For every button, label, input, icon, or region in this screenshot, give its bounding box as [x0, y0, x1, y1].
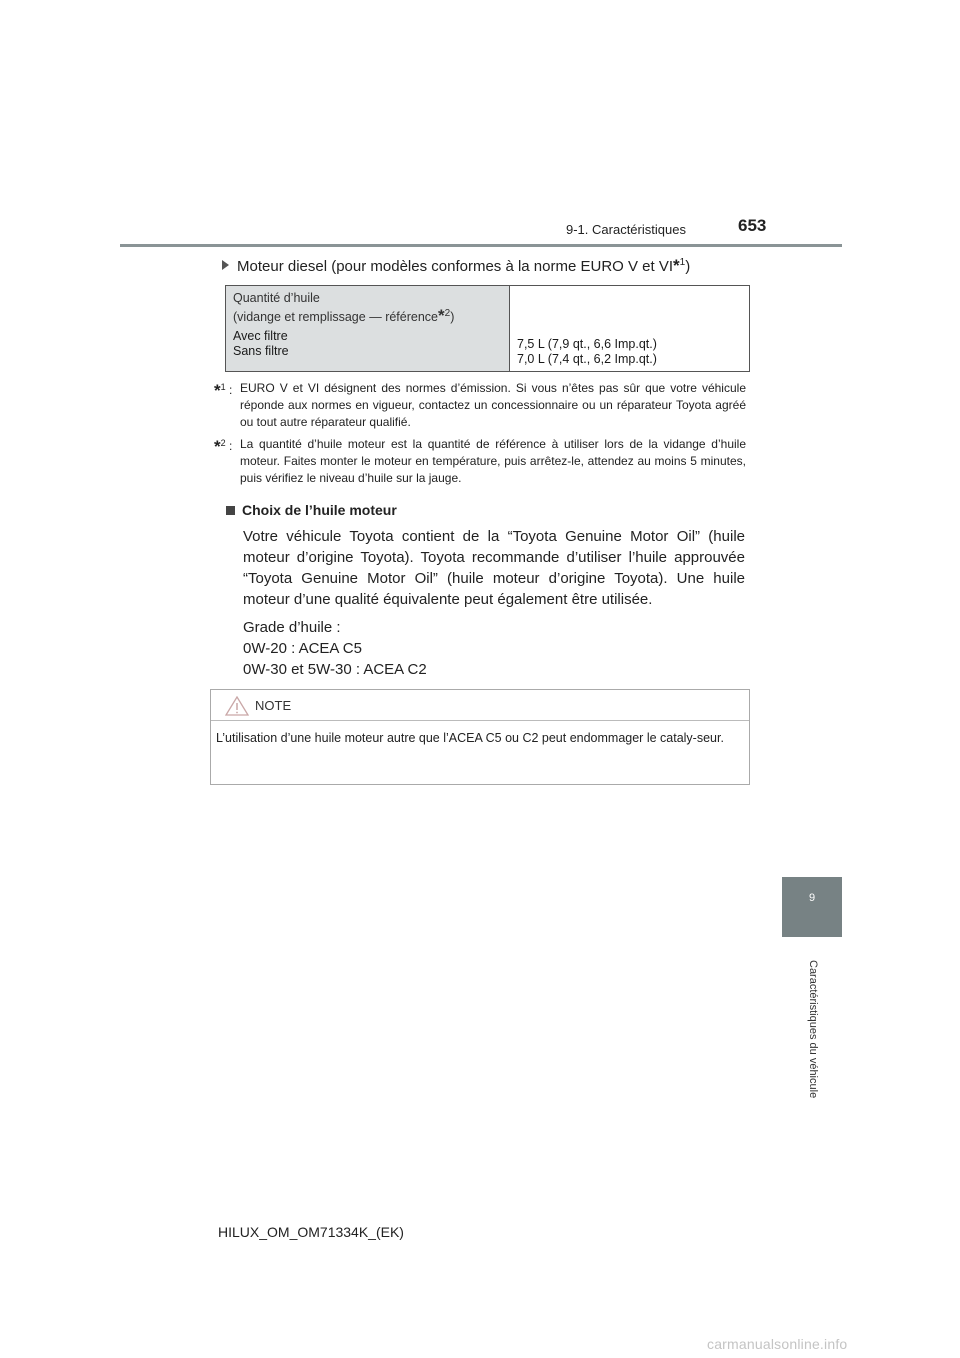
running-header-section: 9-1. Caractéristiques: [566, 222, 686, 237]
triangle-bullet-icon: [222, 260, 229, 270]
section-title-text: Choix de l’huile moteur: [242, 502, 397, 518]
subheading-text: Moteur diesel (pour modèles conformes à la norme EURO V et VI: [237, 258, 674, 275]
table-row-values: [510, 286, 749, 371]
footnote-1: [214, 380, 746, 431]
oil-grade-block: [243, 617, 427, 680]
engine-subheading: [222, 256, 690, 276]
table-value-cell: [510, 286, 750, 372]
note-box: [210, 689, 750, 785]
table-row-labels: [226, 329, 509, 363]
row-value-without-filter: 7,0 L (7,4 qt., 6,2 Imp.qt.): [517, 352, 657, 366]
grade-line-1: 0W-20 : ACEA C5: [243, 640, 362, 657]
square-bullet-icon: [226, 506, 235, 515]
section-body: Votre véhicule Toyota contient de la “Toyota Genuine Motor Oil” (huile moteur d’origine Toyota). Toyota recommande d’utiliser l’huile approuvée “Toyota Genuine Motor Oil” (huile moteur d’origine Toyota). Une huile moteur d’une qualité équivalente peut également être utilisée.: [243, 528, 745, 608]
chapter-number: 9: [809, 892, 816, 904]
note-header: [211, 690, 749, 721]
grade-label: Grade d’huile :: [243, 619, 341, 636]
table-label-cell: [226, 286, 510, 372]
table-header-sup: 2: [444, 308, 451, 319]
row-label-with-filter: Avec filtre: [233, 329, 288, 344]
chapter-side-label: Caractéristiques du véhicule: [807, 960, 819, 1099]
footnote-marker: *$^1$ :: [214, 381, 233, 400]
chapter-tab: [782, 877, 842, 937]
watermark: carmanualsonline.info: [707, 1336, 848, 1352]
footnote-marker: *$^2$ :: [214, 437, 233, 456]
subheading-close: ): [685, 258, 691, 275]
note-text: L’utilisation d’une huile moteur autre que l’ACEA C5 ou C2 peut endommager le cataly-seur.: [216, 731, 724, 745]
table-row: [226, 286, 750, 372]
row-label-without-filter: Sans filtre: [233, 344, 289, 359]
document-code: HILUX_OM_OM71334K_(EK): [218, 1224, 404, 1240]
footnote-text: EURO V et VI désignent des normes d’émission. Si vous n’êtes pas sûr que votre véhicule réponde aux normes en vigueur, contactez un concessionnaire ou un réparateur Toyota agréé ou tout autre réparateur qualifié.: [240, 381, 746, 429]
page-number: 653: [738, 216, 767, 235]
table-header-line2: (vidange et remplissage — référence*$^2$): [233, 306, 455, 326]
table-header-line1: Quantité d’huile: [233, 291, 320, 305]
oil-capacity-table: [225, 285, 750, 372]
table-header-star: *: [438, 306, 445, 326]
footnotes: [214, 380, 746, 492]
warning-triangle-icon: [225, 696, 249, 716]
footnote-text: La quantité d’huile moteur est la quantité de référence à utiliser lors de la vidange d’huile moteur. Faites monter le moteur en température, puis arrêtez-le, attendez au moins 5 minutes, puis vérifiez le niveau d’huile sur la jauge.: [240, 437, 746, 485]
note-label: NOTE: [255, 698, 292, 713]
row-value-with-filter: 7,5 L (7,9 qt., 6,6 Imp.qt.): [517, 337, 657, 351]
section-title: [226, 502, 397, 518]
subheading-sup: 1: [679, 257, 686, 268]
table-header: [226, 286, 509, 329]
footnote-2: [214, 436, 746, 487]
subheading-star: *: [673, 256, 680, 275]
dash: —: [369, 310, 382, 325]
grade-line-2: 0W-30 et 5W-30 : ACEA C2: [243, 661, 427, 678]
header-divider: [120, 244, 842, 247]
